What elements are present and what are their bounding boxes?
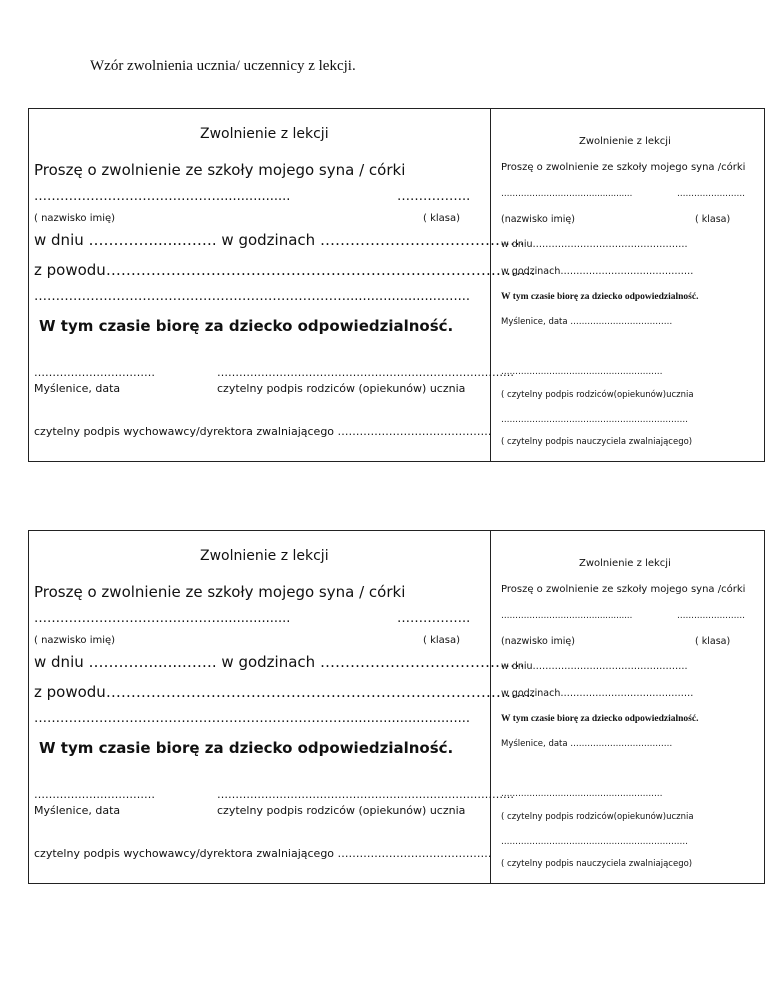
student-name-field-copy[interactable]: …………………………….............. <box>501 189 633 199</box>
date-hours-field[interactable]: w dniu ………….......……. w godzinach ………………………………….. <box>34 231 525 249</box>
place-date-label: Myślenice, data <box>34 804 121 817</box>
student-name-field[interactable]: …………………………….………................. <box>34 611 291 626</box>
parent-signature-field[interactable]: ……………………………………………………………………… <box>217 788 514 801</box>
parent-signature-field-copy[interactable]: ………………………………………………… <box>501 367 663 377</box>
parent-signature-field-copy[interactable]: ………………………………………………… <box>501 789 663 799</box>
release-form-1 <box>28 108 765 462</box>
teacher-signature-field[interactable]: czytelny podpis wychowawcy/dyrektora zwalniającego …………………………………… <box>34 847 492 860</box>
teacher-signature-field-copy[interactable]: ………………………………………………………… <box>501 837 688 847</box>
place-date-field[interactable]: …………………………… <box>34 788 155 801</box>
date-field-copy[interactable]: w dniu…………………………………………. <box>501 661 688 672</box>
teacher-signature-field[interactable]: czytelny podpis wychowawcy/dyrektora zwalniającego …………………………………… <box>34 425 492 438</box>
form-divider <box>490 109 491 461</box>
class-field[interactable]: …………….. <box>397 189 471 204</box>
name-label: ( nazwisko imię) <box>34 635 116 646</box>
student-name-field-copy[interactable]: …………………………….............. <box>501 611 633 621</box>
parent-signature-label-copy: ( czytelny podpis rodziców(opiekunów)ucznia <box>501 812 694 822</box>
parent-signature-label: czytelny podpis rodziców (opiekunów) ucznia <box>217 804 466 817</box>
name-label-copy: (nazwisko imię) <box>501 214 575 225</box>
reason-field[interactable]: z powodu………………………………………………………………………….. <box>34 261 536 279</box>
reason-field[interactable]: z powodu………………………………………………………………………….. <box>34 683 536 701</box>
reason-field-continued[interactable]: ……………………………………………………………….............................. <box>34 711 470 726</box>
hours-field-copy[interactable]: w godzinach…………………………………… <box>501 688 694 699</box>
student-name-field[interactable]: …………………………….………................. <box>34 189 291 204</box>
place-date-field-copy[interactable]: Myślenice, data ……………………………… <box>501 739 673 749</box>
form-title-copy: Zwolnienie z lekcji <box>579 136 671 147</box>
page-heading: Wzór zwolnienia ucznia/ uczennicy z lekcji. <box>90 58 356 74</box>
responsibility-statement-copy: W tym czasie biorę za dziecko odpowiedzialność. <box>501 714 699 724</box>
class-label: ( klasa) <box>423 213 461 224</box>
class-field-copy[interactable]: …………………… <box>677 189 745 199</box>
request-text: Proszę o zwolnienie ze szkoły mojego syna / córki <box>34 583 406 601</box>
form-title-copy: Zwolnienie z lekcji <box>579 558 671 569</box>
hours-field-copy[interactable]: w godzinach…………………………………… <box>501 266 694 277</box>
place-date-field[interactable]: …………………………… <box>34 366 155 379</box>
form-title: Zwolnienie z lekcji <box>200 126 329 142</box>
form-divider <box>490 531 491 883</box>
class-field[interactable]: …………….. <box>397 611 471 626</box>
parent-signature-label-copy: ( czytelny podpis rodziców(opiekunów)ucznia <box>501 390 694 400</box>
class-label-copy: ( klasa) <box>695 214 731 225</box>
responsibility-statement-copy: W tym czasie biorę za dziecko odpowiedzialność. <box>501 292 699 302</box>
parent-signature-field[interactable]: ……………………………………………………………………… <box>217 366 514 379</box>
class-label-copy: ( klasa) <box>695 636 731 647</box>
date-field-copy[interactable]: w dniu…………………………………………. <box>501 239 688 250</box>
release-form-2 <box>28 530 765 884</box>
place-date-label: Myślenice, data <box>34 382 121 395</box>
date-hours-field[interactable]: w dniu ………….......……. w godzinach ………………………………….. <box>34 653 525 671</box>
request-text-copy: Proszę o zwolnienie ze szkoły mojego syna /córki <box>501 584 746 595</box>
responsibility-statement: W tym czasie biorę za dziecko odpowiedzialność. <box>39 317 454 335</box>
teacher-signature-field-copy[interactable]: ………………………………………………………… <box>501 415 688 425</box>
request-text-copy: Proszę o zwolnienie ze szkoły mojego syna /córki <box>501 162 746 173</box>
teacher-signature-label-copy: ( czytelny podpis nauczyciela zwalniającego) <box>501 437 693 447</box>
class-label: ( klasa) <box>423 635 461 646</box>
responsibility-statement: W tym czasie biorę za dziecko odpowiedzialność. <box>39 739 454 757</box>
name-label: ( nazwisko imię) <box>34 213 116 224</box>
class-field-copy[interactable]: …………………… <box>677 611 745 621</box>
request-text: Proszę o zwolnienie ze szkoły mojego syna / córki <box>34 161 406 179</box>
place-date-field-copy[interactable]: Myślenice, data ……………………………… <box>501 317 673 327</box>
teacher-signature-label-copy: ( czytelny podpis nauczyciela zwalniającego) <box>501 859 693 869</box>
name-label-copy: (nazwisko imię) <box>501 636 575 647</box>
reason-field-continued[interactable]: ……………………………………………………………….............................. <box>34 289 470 304</box>
parent-signature-label: czytelny podpis rodziców (opiekunów) ucznia <box>217 382 466 395</box>
form-title: Zwolnienie z lekcji <box>200 548 329 564</box>
